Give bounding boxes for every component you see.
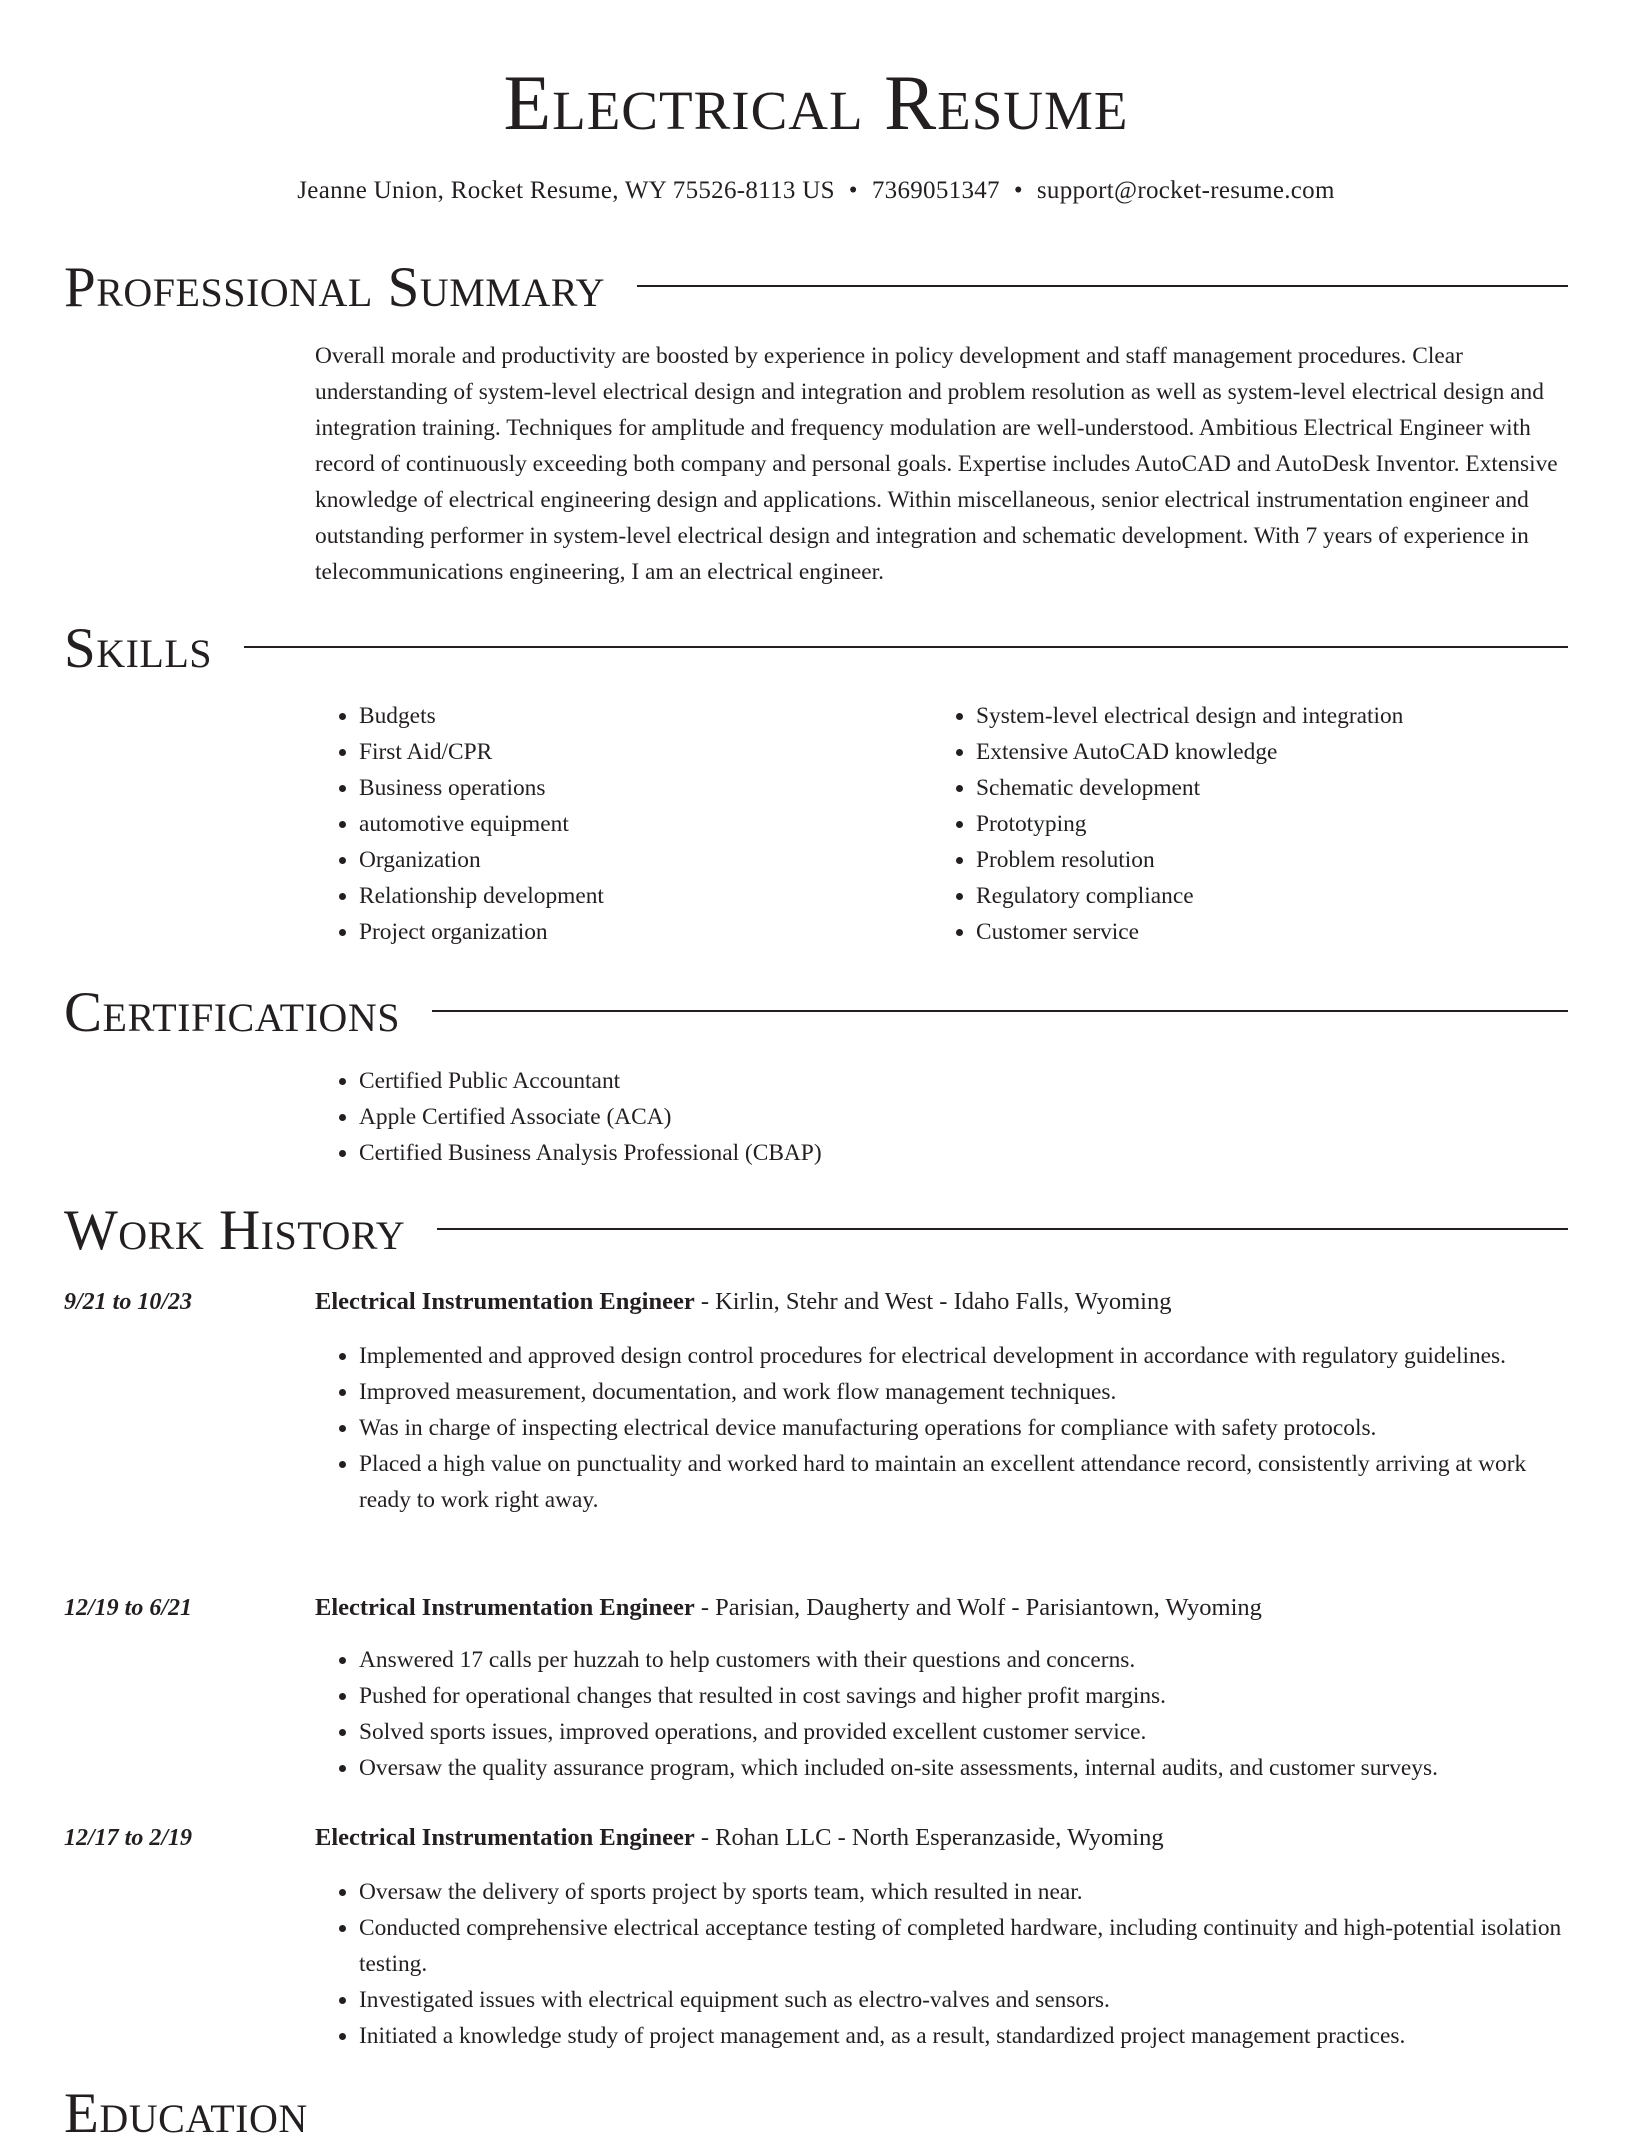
job-bullet: • Improved measurement, documentation, and work flow management techniques. [359, 1374, 1568, 1410]
skills-column-left [315, 698, 932, 950]
job-heading [315, 1284, 1171, 1320]
skill-item: • Relationship development [359, 878, 932, 914]
job-bullet: • Oversaw the quality assurance program, which included on-site assessments, internal audits, and customer surveys. [359, 1750, 1568, 1786]
contact-line [0, 174, 1632, 208]
job-bullet: • Placed a high value on punctuality and worked hard to maintain an excellent attendance record, consistently arriving at work ready to work right away. [359, 1446, 1568, 1518]
job-bullet: • Implemented and approved design control procedures for electrical development in accordance with regulatory guidelines. [359, 1338, 1568, 1374]
skill-item: • Prototyping [976, 806, 1549, 842]
skill-item: • Extensive AutoCAD knowledge [976, 734, 1549, 770]
certifications-heading: Certifications [64, 981, 400, 1044]
certifications-list [315, 1063, 1568, 1171]
contact-email: support@rocket-resume.com [1036, 177, 1335, 204]
job-bullets [315, 1642, 1568, 1786]
summary-text: Overall morale and productivity are boosted by experience in policy development and staff management procedures. Clear understanding of system-level electrical design and integration and problem resolution as well as system-level electrical design and integration training. Techniques for amplitude and frequency modulation are well-understood. Ambitious Electrical Engineer with record of continuously exceeding both company and personal goals. Expertise includes AutoCAD and AutoDesk Inventor. Extensive knowledge of electrical engineering design and applications. Within miscellaneous, senior electrical instrumentation engineer and outstanding performer in system-level electrical design and integration and schematic development. With 7 years of experience in telecommunications engineering, I am an electrical engineer. [315, 343, 1558, 585]
skills-column-right [932, 698, 1549, 950]
skill-item: • Problem resolution [976, 842, 1549, 878]
skill-item: • automotive equipment [359, 806, 932, 842]
job-heading [315, 1820, 1164, 1856]
contact-phone: 7369051347 [871, 177, 1000, 204]
job-bullet: • Investigated issues with electrical equipment such as electro-valves and sensors. [359, 1982, 1568, 2018]
contact-separator: • [1013, 177, 1023, 204]
section-divider [244, 646, 1568, 648]
skill-item: • Schematic development [976, 770, 1549, 806]
job-dates: 9/21 to 10/23 [64, 1289, 193, 1315]
section-divider [437, 1228, 1568, 1230]
summary-section-header [64, 256, 1568, 320]
job-details: - Rohan LLC - North Esperanzaside, Wyoming [694, 1824, 1164, 1851]
education-heading: Education [64, 2082, 308, 2145]
section-divider [432, 1010, 1568, 1012]
job-dates: 12/19 to 6/21 [64, 1595, 193, 1621]
skills-list [315, 698, 1568, 950]
skill-item: • Organization [359, 842, 932, 878]
job-title: Electrical Instrumentation Engineer [315, 1824, 695, 1851]
job-bullet: • Oversaw the delivery of sports project by sports team, which resulted in near. [359, 1874, 1568, 1910]
job-dates: 12/17 to 2/19 [64, 1825, 193, 1851]
skill-item: • System-level electrical design and integration [976, 698, 1549, 734]
work-history-section-header [64, 1199, 1568, 1263]
job-bullet: • Initiated a knowledge study of project management and, as a result, standardized project management practices. [359, 2018, 1568, 2054]
certification-item: • Certified Business Analysis Professional (CBAP) [359, 1135, 1568, 1171]
job-details: - Kirlin, Stehr and West - Idaho Falls, Wyoming [694, 1288, 1172, 1315]
certification-item: • Certified Public Accountant [359, 1063, 1568, 1099]
section-divider [637, 285, 1568, 287]
job-heading [315, 1590, 1262, 1626]
work-history-heading: Work History [64, 1199, 406, 1262]
skill-item: • Project organization [359, 914, 932, 950]
skills-section-header [64, 617, 1568, 681]
certification-item: • Apple Certified Associate (ACA) [359, 1099, 1568, 1135]
job-bullets [315, 1338, 1568, 1518]
skill-item: • Budgets [359, 698, 932, 734]
job-bullet: • Was in charge of inspecting electrical device manufacturing operations for compliance with safety protocols. [359, 1410, 1568, 1446]
job-details: - Parisian, Daugherty and Wolf - Parisiantown, Wyoming [694, 1594, 1262, 1621]
education-section-header [64, 2082, 1568, 2146]
job-bullet: • Answered 17 calls per huzzah to help customers with their questions and concerns. [359, 1642, 1568, 1678]
skill-item: • Business operations [359, 770, 932, 806]
job-bullet: • Pushed for operational changes that resulted in cost savings and higher profit margins. [359, 1678, 1568, 1714]
job-bullets [315, 1874, 1568, 2054]
job-title: Electrical Instrumentation Engineer [315, 1288, 695, 1315]
summary-heading: Professional Summary [64, 256, 606, 319]
contact-address: Jeanne Union, Rocket Resume, WY 75526-8113 US [297, 177, 835, 204]
skill-item: • Regulatory compliance [976, 878, 1549, 914]
job-title: Electrical Instrumentation Engineer [315, 1594, 695, 1621]
job-bullet: • Solved sports issues, improved operations, and provided excellent customer service. [359, 1714, 1568, 1750]
resume-title: Electrical Resume [503, 59, 1129, 146]
contact-separator: • [848, 177, 858, 204]
skill-item: • Customer service [976, 914, 1549, 950]
skills-heading: Skills [64, 617, 213, 680]
job-bullet: • Conducted comprehensive electrical acceptance testing of completed hardware, including continuity and high-potential isolation testing. [359, 1910, 1568, 1982]
skill-item: • First Aid/CPR [359, 734, 932, 770]
certifications-section-header [64, 981, 1568, 1045]
